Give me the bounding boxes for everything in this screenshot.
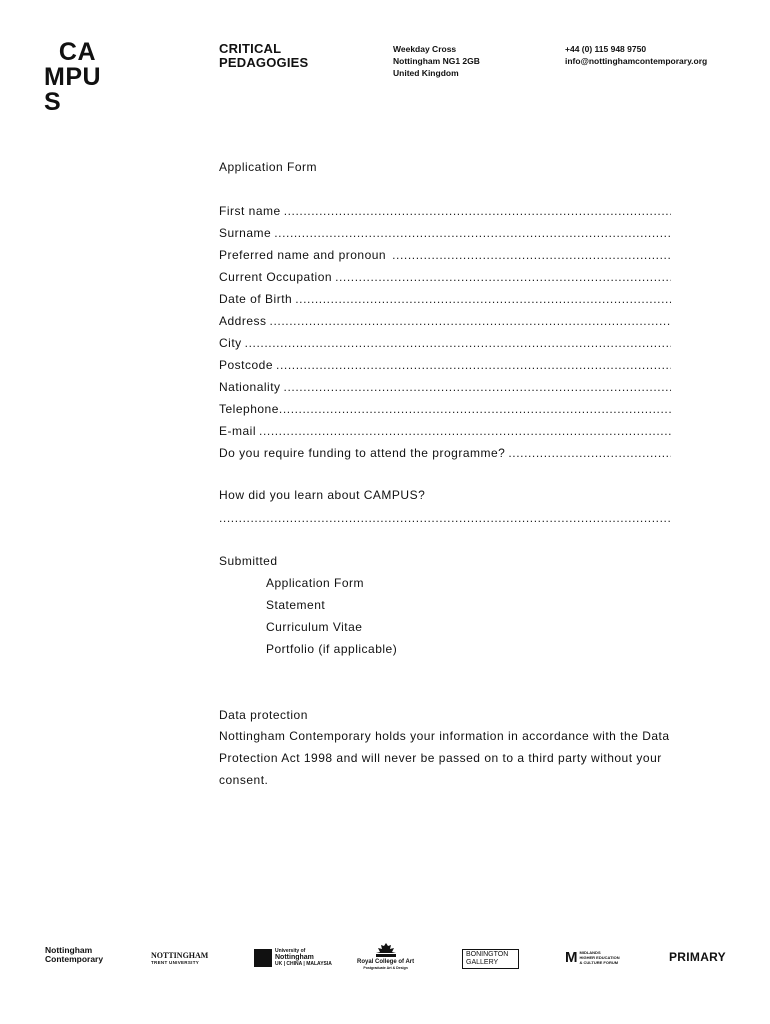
- logo-text: Nottingham: [45, 945, 93, 955]
- field-label: Telephone: [219, 402, 279, 416]
- royal-college-of-art-logo: [357, 942, 414, 971]
- field-dotted-line: [284, 380, 671, 394]
- field-label: Date of Birth: [219, 292, 293, 306]
- campus-logo-line-1: CA: [44, 38, 96, 66]
- field-label: Address: [219, 314, 267, 328]
- field-first-name[interactable]: [219, 200, 671, 222]
- form-title: Application Form: [219, 160, 318, 174]
- field-dotted-line: [259, 424, 671, 438]
- question-how-learned: How did you learn about CAMPUS?: [219, 488, 426, 502]
- field-preferred-name[interactable]: [219, 244, 671, 266]
- field-dotted-line: [270, 314, 671, 328]
- crest-icon: [373, 942, 399, 958]
- field-label: City: [219, 336, 242, 350]
- submitted-item: Statement: [266, 598, 326, 612]
- campus-logo-line-2: MPU: [44, 63, 102, 91]
- answer-how-learned[interactable]: [219, 507, 671, 529]
- field-dotted-line: [245, 336, 671, 350]
- field-address[interactable]: [219, 310, 671, 332]
- logo-text: NOTTINGHAM: [151, 951, 209, 960]
- submitted-item: Application Form: [266, 576, 365, 590]
- contact-email: info@nottinghamcontemporary.org: [565, 56, 708, 66]
- field-dotted-line: [392, 248, 671, 262]
- address-line-3: United Kingdom: [393, 68, 459, 78]
- field-current-occupation[interactable]: [219, 266, 671, 288]
- address-line-1: Weekday Cross: [393, 44, 457, 54]
- submitted-heading: Submitted: [219, 554, 278, 568]
- bonington-gallery-logo: [462, 949, 519, 969]
- contact-phone: +44 (0) 115 948 9750: [565, 44, 647, 54]
- campus-logo-line-3: S: [44, 88, 62, 116]
- answer-dotted-line: [219, 511, 671, 525]
- field-label: First name: [219, 204, 281, 218]
- field-dotted-line: [279, 402, 671, 416]
- field-label: E-mail: [219, 424, 257, 438]
- logo-text: GALLERY: [466, 959, 499, 966]
- title-line-1: CRITICAL: [219, 41, 282, 56]
- crest-icon: [254, 949, 272, 967]
- field-dotted-line: [335, 270, 671, 284]
- logo-text: MIDLANDS: [579, 950, 601, 955]
- university-of-nottingham-logo: [254, 948, 332, 967]
- field-surname[interactable]: [219, 222, 671, 244]
- submitted-item: Curriculum Vitae: [266, 620, 363, 634]
- logo-text: Postgraduate Art & Design: [363, 966, 408, 970]
- field-dotted-line: [508, 446, 671, 460]
- field-email[interactable]: [219, 420, 671, 442]
- data-protection-text: Nottingham Contemporary holds your information in accordance with the Data Protection Act 1998 and will never be passed on to a third party without your consent.: [219, 729, 670, 787]
- field-funding[interactable]: [219, 442, 671, 464]
- contact-details: [565, 43, 707, 67]
- critical-pedagogies-title: [219, 42, 308, 70]
- field-label: Postcode: [219, 358, 274, 372]
- postal-address: [393, 43, 480, 79]
- nottingham-contemporary-logo: [45, 946, 103, 964]
- midlands-forum-logo: [565, 950, 620, 965]
- field-label: Do you require funding to attend the programme?: [219, 446, 506, 460]
- address-line-2: Nottingham NG1 2GB: [393, 56, 480, 66]
- field-postcode[interactable]: [219, 354, 671, 376]
- field-telephone[interactable]: [219, 398, 671, 420]
- field-nationality[interactable]: [219, 376, 671, 398]
- logo-text: Contemporary: [45, 954, 104, 964]
- primary-logo: PRIMARY: [669, 950, 726, 964]
- field-dotted-line: [276, 358, 671, 372]
- logo-text: Royal College of Art: [357, 959, 415, 965]
- field-label: Surname: [219, 226, 272, 240]
- logo-text: UK | CHINA | MALAYSIA: [275, 961, 332, 967]
- field-label: Preferred name and pronoun: [219, 248, 387, 262]
- field-label: Current Occupation: [219, 270, 333, 284]
- logo-text: BONINGTON: [466, 951, 509, 958]
- logo-text: HIGHER EDUCATION: [579, 955, 620, 960]
- logo-text: & CULTURE FORUM: [579, 960, 619, 965]
- field-dotted-line: [274, 226, 671, 240]
- logo-text: Nottingham: [275, 954, 314, 961]
- field-dotted-line: [284, 204, 671, 218]
- field-dotted-line: [295, 292, 671, 306]
- field-date-of-birth[interactable]: [219, 288, 671, 310]
- logo-text: University of: [275, 948, 306, 954]
- field-city[interactable]: [219, 332, 671, 354]
- ntu-logo: [151, 952, 208, 966]
- submitted-item: Portfolio (if applicable): [266, 642, 398, 656]
- data-protection-heading: Data protection: [219, 708, 308, 722]
- title-line-2: PEDAGOGIES: [219, 55, 309, 70]
- m-mark-icon: M: [565, 949, 578, 966]
- field-label: Nationality: [219, 380, 281, 394]
- campus-logo: [44, 40, 101, 115]
- logo-text: TRENT UNIVERSITY: [151, 960, 200, 965]
